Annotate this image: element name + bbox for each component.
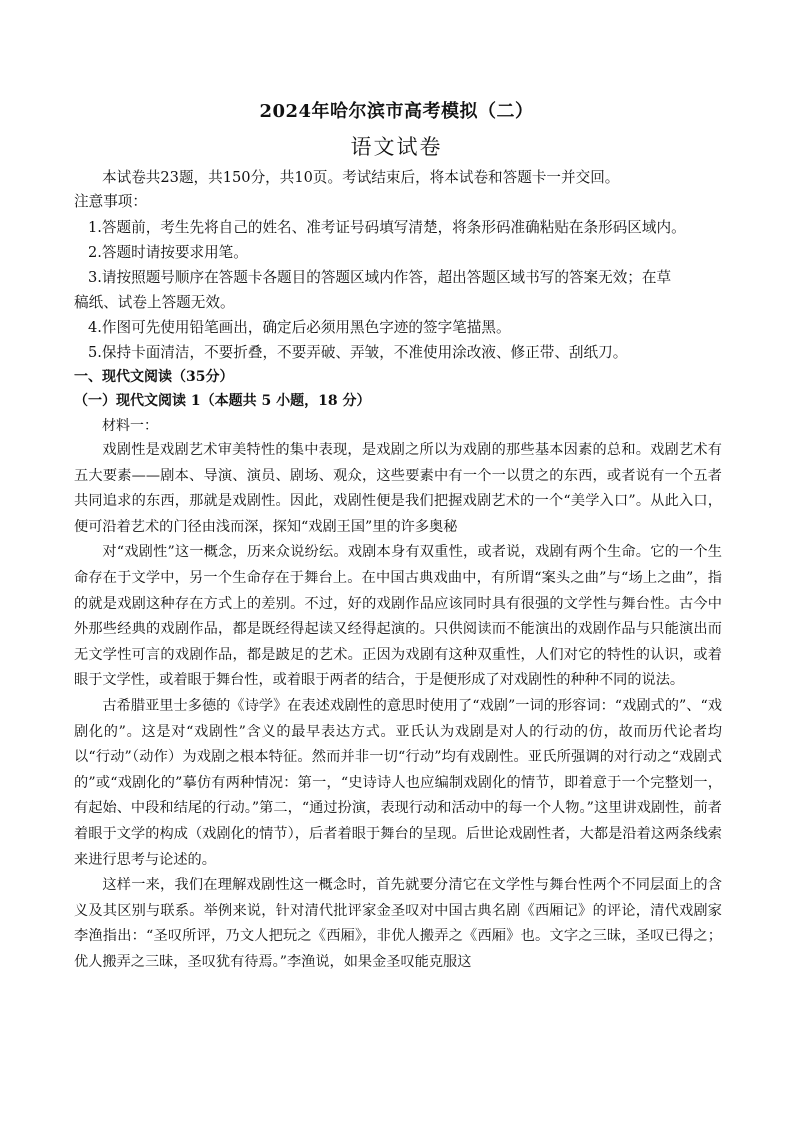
exam-subtitle: 语文试卷 <box>350 135 443 159</box>
subsection-heading: （一）现代文阅读 1（本题共 5 小题，18 分） <box>74 393 371 409</box>
reading-passage <box>74 438 722 975</box>
exam-title: 2024年哈尔滨市高考模拟（二） <box>259 101 534 122</box>
passage-paragraph: 戏剧性是戏剧艺术审美特性的集中表现，是戏剧之所以为戏剧的那些基本因素的总和。戏剧艺术有五大要素——剧本、导演、演员、剧场、观众，这些要素中有一个一以贯之的东西，或者说有一个五者共同追求的东西，那就是戏剧性。因此，戏剧性便是我们把握戏剧艺术的一个“美学入口”。从此入口，便可沿着艺术的门径由浅而深，探知“戏剧王国”里的许多奥秘 <box>74 442 722 535</box>
notice-item-continued: 稿纸、试卷上答题无效。 <box>74 294 235 311</box>
notice-item: 1.答题前，考生先将自己的姓名、准考证号码填写清楚，将条形码准确粘贴在条形码区域内。 <box>88 219 686 236</box>
notice-item: 3.请按照题号顺序在答题卡各题目的答题区域内作答，超出答题区域书写的答案无效；在草 <box>88 269 672 286</box>
section-heading: 一、现代文阅读（35分） <box>74 369 234 385</box>
passage-paragraph: 古希腊亚里士多德的《诗学》在表述戏剧性的意思时使用了“戏剧”一词的形容词：“戏剧式的”、“戏剧化的”。这是对“戏剧性”含义的最早表达方式。亚氏认为戏剧是对人的行动的仿，故而历代论者均以“行动”（动作）为戏剧之根本特征。然而并非一切“行动”均有戏剧性。亚氏所强调的对行动之“戏剧式的”或“戏剧化的”摹仿有两种情况：第一，“史诗诗人也应编制戏剧化的情节，即着意于一个完整划一，有起始、中段和结尾的行动。”第二，“通过扮演，表现行动和活动中的每一个人物。”这里讲戏剧性，前者着眼于文学的构成（戏剧化的情节），后者着眼于舞台的呈现。后世论戏剧性者，大都是沿着这两条线索来进行思考与论述的。 <box>74 697 722 868</box>
notice-item: 5.保持卡面清洁，不要折叠，不要弄破、弄皱，不准使用涂改液、修正带、刮纸刀。 <box>88 344 628 361</box>
notice-item: 4.作图可先使用铅笔画出，确定后必须用黑色字迹的签字笔描黑。 <box>88 319 511 336</box>
passage-paragraph: 对“戏剧性”这一概念，历来众说纷纭。戏剧本身有双重性，或者说，戏剧有两个生命。它的一个生命存在于文学中，另一个生命存在于舞台上。在中国古典戏曲中，有所谓“案头之曲”与“场上之曲”，指的就是戏剧这种存在方式上的差别。不过，好的戏剧作品应该同时具有很强的文学性与舞台性。古今中外那些经典的戏剧作品，都是既经得起读又经得起演的。只供阅读而不能演出的戏剧作品与只能演出而无文学性可言的戏剧作品，都是跛足的艺术。正因为戏剧有这种双重性，人们对它的特性的认识，或着眼于文学性，或着眼于舞台性，或着眼于两者的结合，于是便形成了对戏剧性的种种不同的说法。 <box>74 544 722 689</box>
material-label: 材料一： <box>102 418 158 434</box>
notice-label: 注意事项： <box>74 193 147 210</box>
passage-paragraph: 这样一来，我们在理解戏剧性这一概念时，首先就要分清它在文学性与舞台性两个不同层面上的含义及其区别与联系。举例来说，针对清代批评家金圣叹对中国古典名剧《西厢记》的评论，清代戏剧家李渔指出：“圣叹所评，乃文人把玩之《西厢》，非优人搬弄之《西厢》也。文字之三昧，圣叹已得之；优人搬弄之三昧，圣叹犹有待焉。”李渔说，如果金圣叹能克服这 <box>74 877 722 970</box>
notice-item: 2.答题时请按要求用笔。 <box>88 244 248 261</box>
intro-line: 本试卷共23题，共150分，共10页。考试结束后，将本试卷和答题卡一并交回。 <box>102 169 620 186</box>
